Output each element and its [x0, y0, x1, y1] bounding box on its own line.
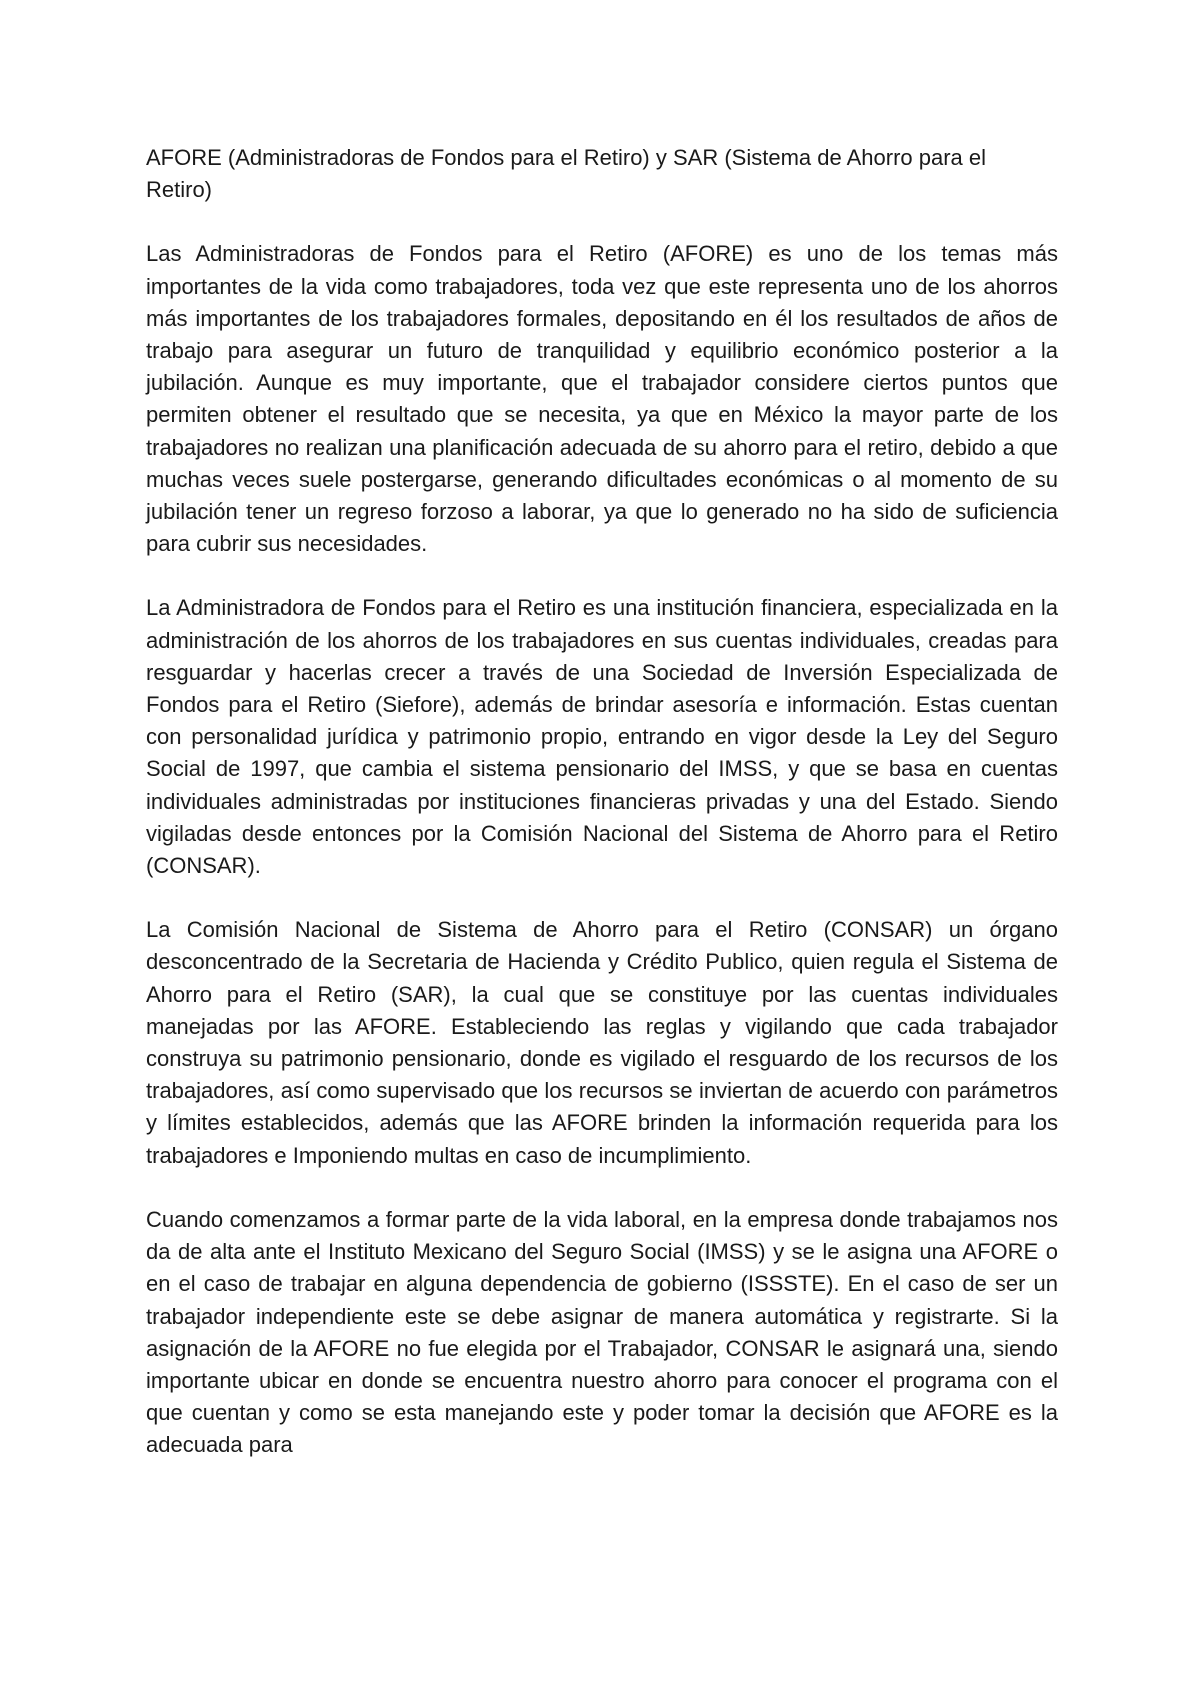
document-title: AFORE (Administradoras de Fondos para el Retiro) y SAR (Sistema de Ahorro para el Retiro) — [146, 145, 987, 203]
document-body — [146, 142, 1058, 1462]
paragraph-labor-life: Cuando comenzamos a formar parte de la vida laboral, en la empresa donde trabajamos nos da de alta ante el Instituto Mexicano del Seguro Social (IMSS) y se le asigna una AFORE o en el caso de trabajar en alguna dependencia de gobierno (ISSSTE). En el caso de ser un trabajador independiente este se debe asignar de manera automática y registrarte. Si la asignación de la AFORE no fue elegida por el Trabajador, CONSAR le asignará una, siendo importante ubicar en donde se encuentra nuestro ahorro para conocer el programa con el que cuentan y como se esta manejando este y poder tomar la decisión que AFORE es la adecuada para — [146, 1206, 1058, 1458]
paragraph-afore-intro: Las Administradoras de Fondos para el Retiro (AFORE) es uno de los temas más importantes de la vida como trabajadores, toda vez que este representa uno de los ahorros más importantes de los trabajadores formales, depositando en él los resultados de años de trabajo para asegurar un futuro de tranquilidad y equilibrio económico posterior a la jubilación. Aunque es muy importante, que el trabajador considere ciertos puntos que permiten obtener el resultado que se necesita, ya que en México la mayor parte de los trabajadores no realizan una planificación adecuada de su ahorro para el retiro, debido a que muchas veces suele postergarse, generando dificultades económicas o al momento de su jubilación tener un regreso forzoso a laborar, ya que lo generado no ha sido de suficiencia para cubrir sus necesidades. — [146, 241, 1058, 557]
paragraph-consar: La Comisión Nacional de Sistema de Ahorro para el Retiro (CONSAR) un órgano desconcentrado de la Secretaria de Hacienda y Crédito Publico, quien regula el Sistema de Ahorro para el Retiro (SAR), la cual que se constituye por las cuentas individuales manejadas por las AFORE. Estableciendo las reglas y vigilando que cada trabajador construya su patrimonio pensionario, donde es vigilado el resguardo de los recursos de los trabajadores, así como supervisado que los recursos se inviertan de acuerdo con parámetros y límites establecidos, además que las AFORE brinden la información requerida para los trabajadores e Imponiendo multas en caso de incumplimiento. — [146, 917, 1058, 1168]
paragraph-afore-definition: La Administradora de Fondos para el Retiro es una institución financiera, especializada en la administración de los ahorros de los trabajadores en sus cuentas individuales, creadas para resguardar y hacerlas crecer a través de una Sociedad de Inversión Especializada de Fondos para el Retiro (Siefore), además de brindar asesoría e información. Estas cuentan con personalidad jurídica y patrimonio propio, entrando en vigor desde la Ley del Seguro Social de 1997, que cambia el sistema pensionario del IMSS, y que se basa en cuentas individuales administradas por instituciones financieras privadas y una del Estado. Siendo vigiladas desde entonces por la Comisión Nacional del Sistema de Ahorro para el Retiro (CONSAR). — [146, 595, 1058, 879]
